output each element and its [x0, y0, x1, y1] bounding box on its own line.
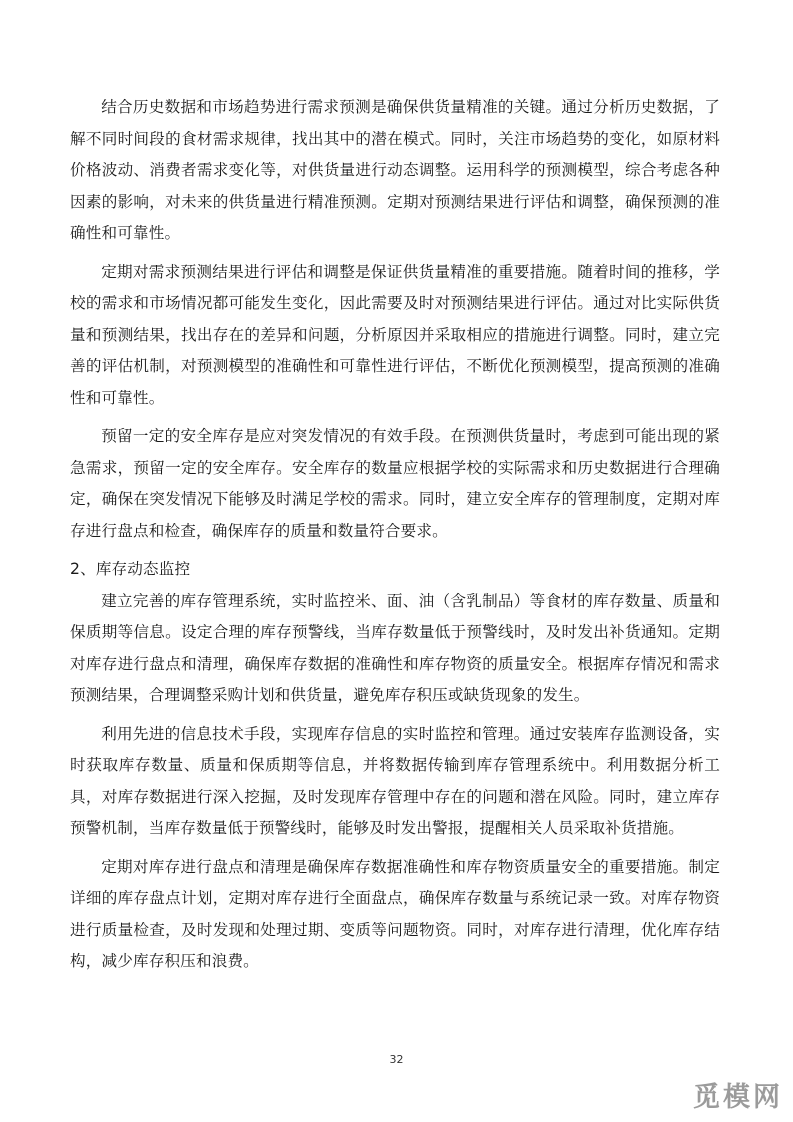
watermark-logo: 觅模网: [693, 1082, 783, 1113]
section-heading: 2、库存动态监控: [70, 560, 191, 578]
paragraph-inventory-system: 建立完善的库存管理系统，实时监控米、面、油（含乳制品）等食材的库存数量、质量和保质期等信息。设定合理的库存预警线，当库存数量低于预警线时，及时发出补货通知。定期对库存进行盘点和清理，确保库存数据的准确性和库存物资的质量安全。根据库存情况和需求预测结果，合理调整采购计划和供货量，避免库存积压或缺货现象的发生。: [70, 591, 720, 704]
paragraph-inventory-monitoring: 利用先进的信息技术手段，实现库存信息的实时监控和管理。通过安装库存监测设备，实时获取库存数量、质量和保质期等信息，并将数据传输到库存管理系统中。利用数据分析工具，对库存数据进行深入挖掘，及时发现库存管理中存在的问题和潜在风险。同时，建立库存预警机制，当库存数量低于预警线时，能够及时发出警报，提醒相关人员采取补货措施。: [70, 724, 720, 837]
paragraph-forecast-evaluation: 定期对需求预测结果进行评估和调整是保证供货量精准的重要措施。随着时间的推移，学校的需求和市场情况都可能发生变化，因此需要及时对预测结果进行评估。通过对比实际供货量和预测结果，找出存在的差异和问题，分析原因并采取相应的措施进行调整。同时，建立完善的评估机制，对预测模型的准确性和可靠性进行评估，不断优化预测模型，提高预测的准确性和可靠性。: [70, 262, 720, 407]
page-body: [70, 92, 720, 985]
paragraph-inventory-counting: 定期对库存进行盘点和清理是确保库存数据准确性和库存物资质量安全的重要措施。制定详细的库存盘点计划，定期对库存进行全面盘点，确保库存数量与系统记录一致。对库存物资进行质量检查，及时发现和处理过期、变质等问题物资。同时，对库存进行清理，优化库存结构，减少库存积压和浪费。: [70, 857, 720, 970]
page-number: 32: [389, 1053, 404, 1066]
paragraph-safety-stock: 预留一定的安全库存是应对突发情况的有效手段。在预测供货量时，考虑到可能出现的紧急需求，预留一定的安全库存。安全库存的数量应根据学校的实际需求和历史数据进行合理确定，确保在突发情况下能够及时满足学校的需求。同时，建立安全库存的管理制度，定期对库存进行盘点和检查，确保库存的质量和数量符合要求。: [70, 427, 720, 540]
paragraph-demand-forecast: 结合历史数据和市场趋势进行需求预测是确保供货量精准的关键。通过分析历史数据，了解不同时间段的食材需求规律，找出其中的潜在模式。同时，关注市场趋势的变化，如原材料价格波动、消费者需求变化等，对供货量进行动态调整。运用科学的预测模型，综合考虑各种因素的影响，对未来的供货量进行精准预测。定期对预测结果进行评估和调整，确保预测的准确性和可靠性。: [70, 98, 720, 242]
